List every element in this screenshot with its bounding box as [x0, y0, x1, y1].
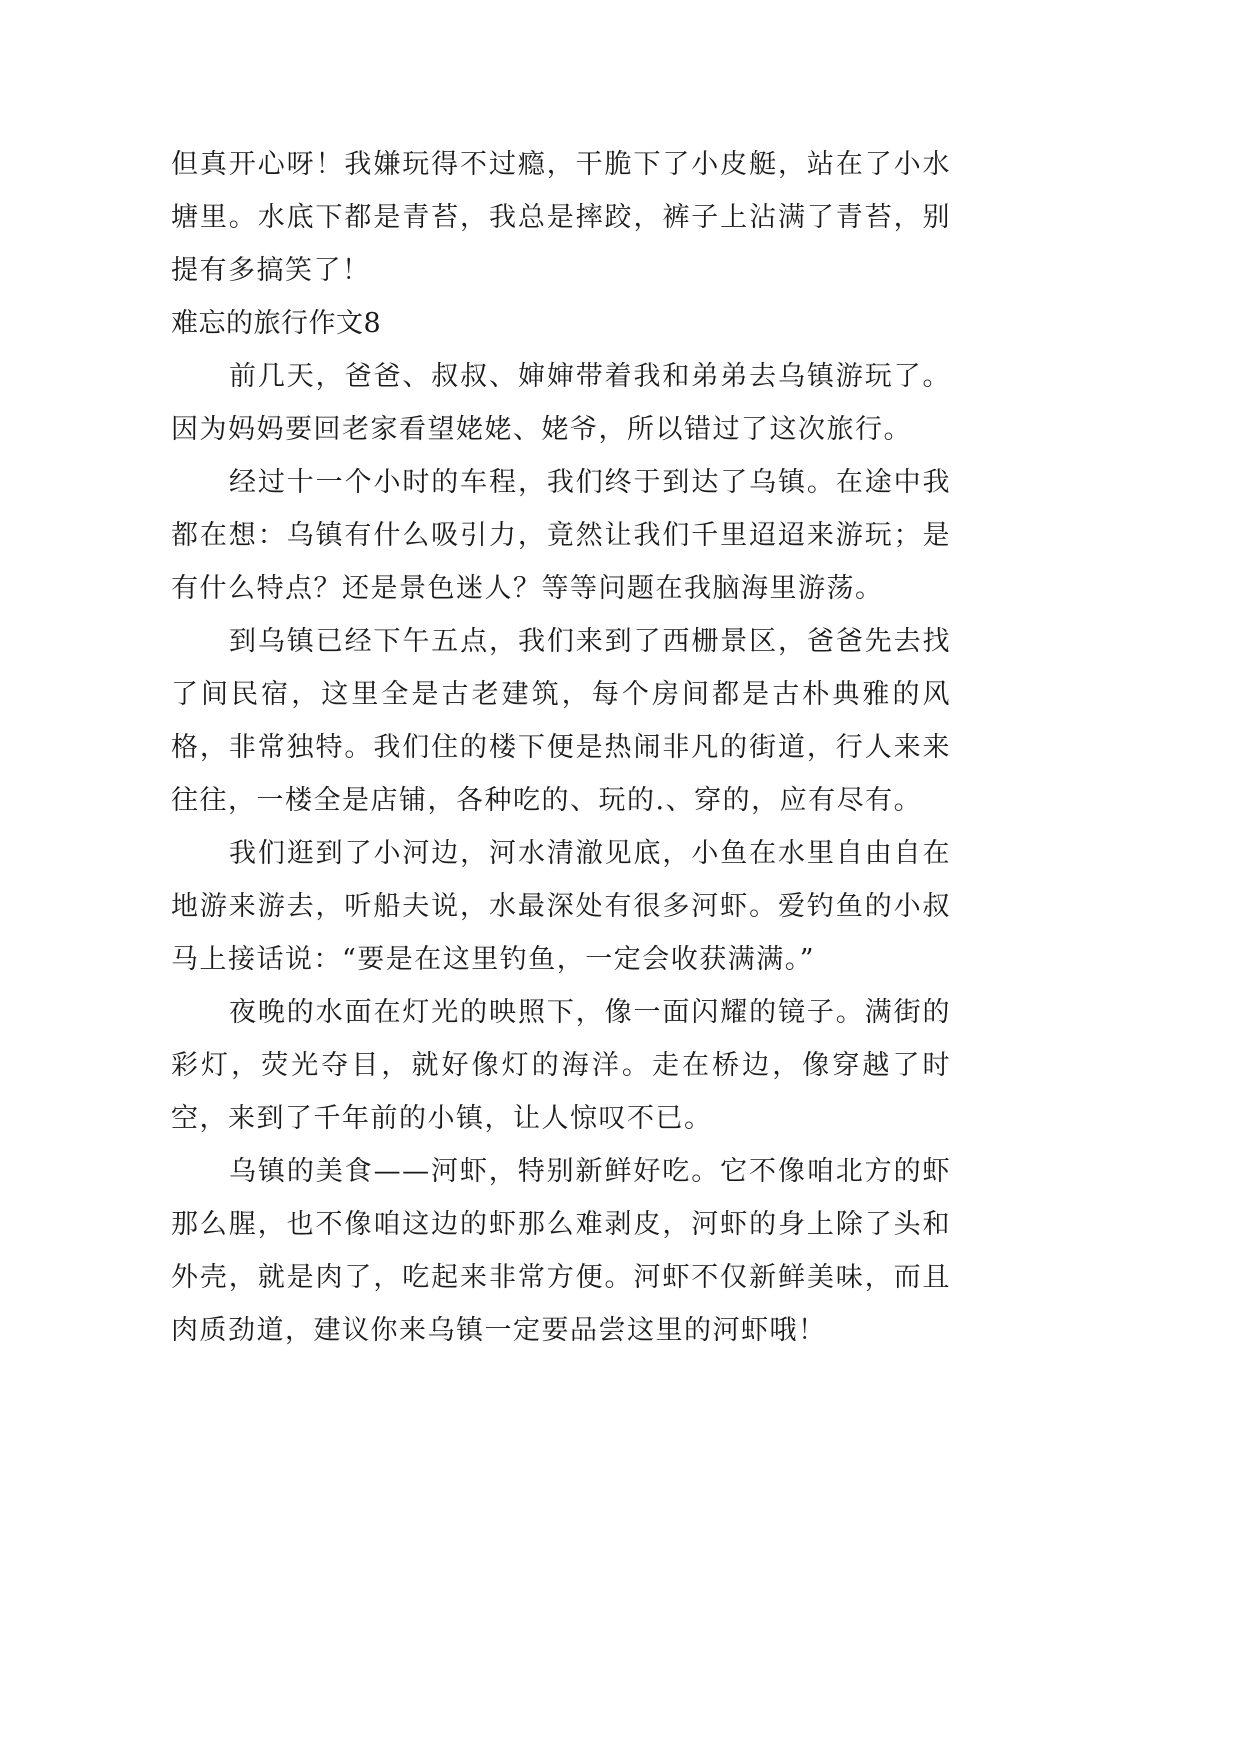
section-title: 难忘的旅行作文8 [171, 308, 382, 339]
paragraph: 前几天，爸爸、叔叔、婶婶带着我和弟弟去乌镇游玩了。因为妈妈要回老家看望姥姥、姥爷，所以错过了这次旅行。 [171, 361, 951, 445]
paragraph: 乌镇的美食——河虾，特别新鲜好吃。它不像咱北方的虾那么腥，也不像咱这边的虾那么难剥皮，河虾的身上除了头和外壳，就是肉了，吃起来非常方便。河虾不仅新鲜美味，而且肉质劲道，建议你来乌镇一定要品尝这里的河虾哦！ [171, 1156, 951, 1346]
paragraph: 到乌镇已经下午五点，我们来到了西栅景区，爸爸先去找了间民宿，这里全是古老建筑，每个房间都是古朴典雅的风格，非常独特。我们住的楼下便是热闹非凡的街道，行人来来往往，一楼全是店铺，各种吃的、玩的.、穿的，应有尽有。 [171, 626, 951, 816]
continuation-paragraph: 但真开心呀！我嫌玩得不过瘾，干脆下了小皮艇，站在了小水塘里。水底下都是青苔，我总是摔跤，裤子上沾满了青苔，别提有多搞笑了！ [171, 149, 951, 286]
paragraph: 经过十一个小时的车程，我们终于到达了乌镇。在途中我都在想：乌镇有什么吸引力，竟然让我们千里迢迢来游玩；是有什么特点？还是景色迷人？等等问题在我脑海里游荡。 [171, 467, 951, 604]
paragraph: 夜晚的水面在灯光的映照下，像一面闪耀的镜子。满街的彩灯，荧光夺目，就好像灯的海洋。走在桥边，像穿越了时空，来到了千年前的小镇，让人惊叹不已。 [171, 997, 951, 1134]
paragraph: 我们逛到了小河边，河水清澈见底，小鱼在水里自由自在地游来游去，听船夫说，水最深处有很多河虾。爱钓鱼的小叔马上接话说：“要是在这里钓鱼，一定会收获满满。” [171, 838, 951, 975]
document-body [171, 138, 951, 1357]
